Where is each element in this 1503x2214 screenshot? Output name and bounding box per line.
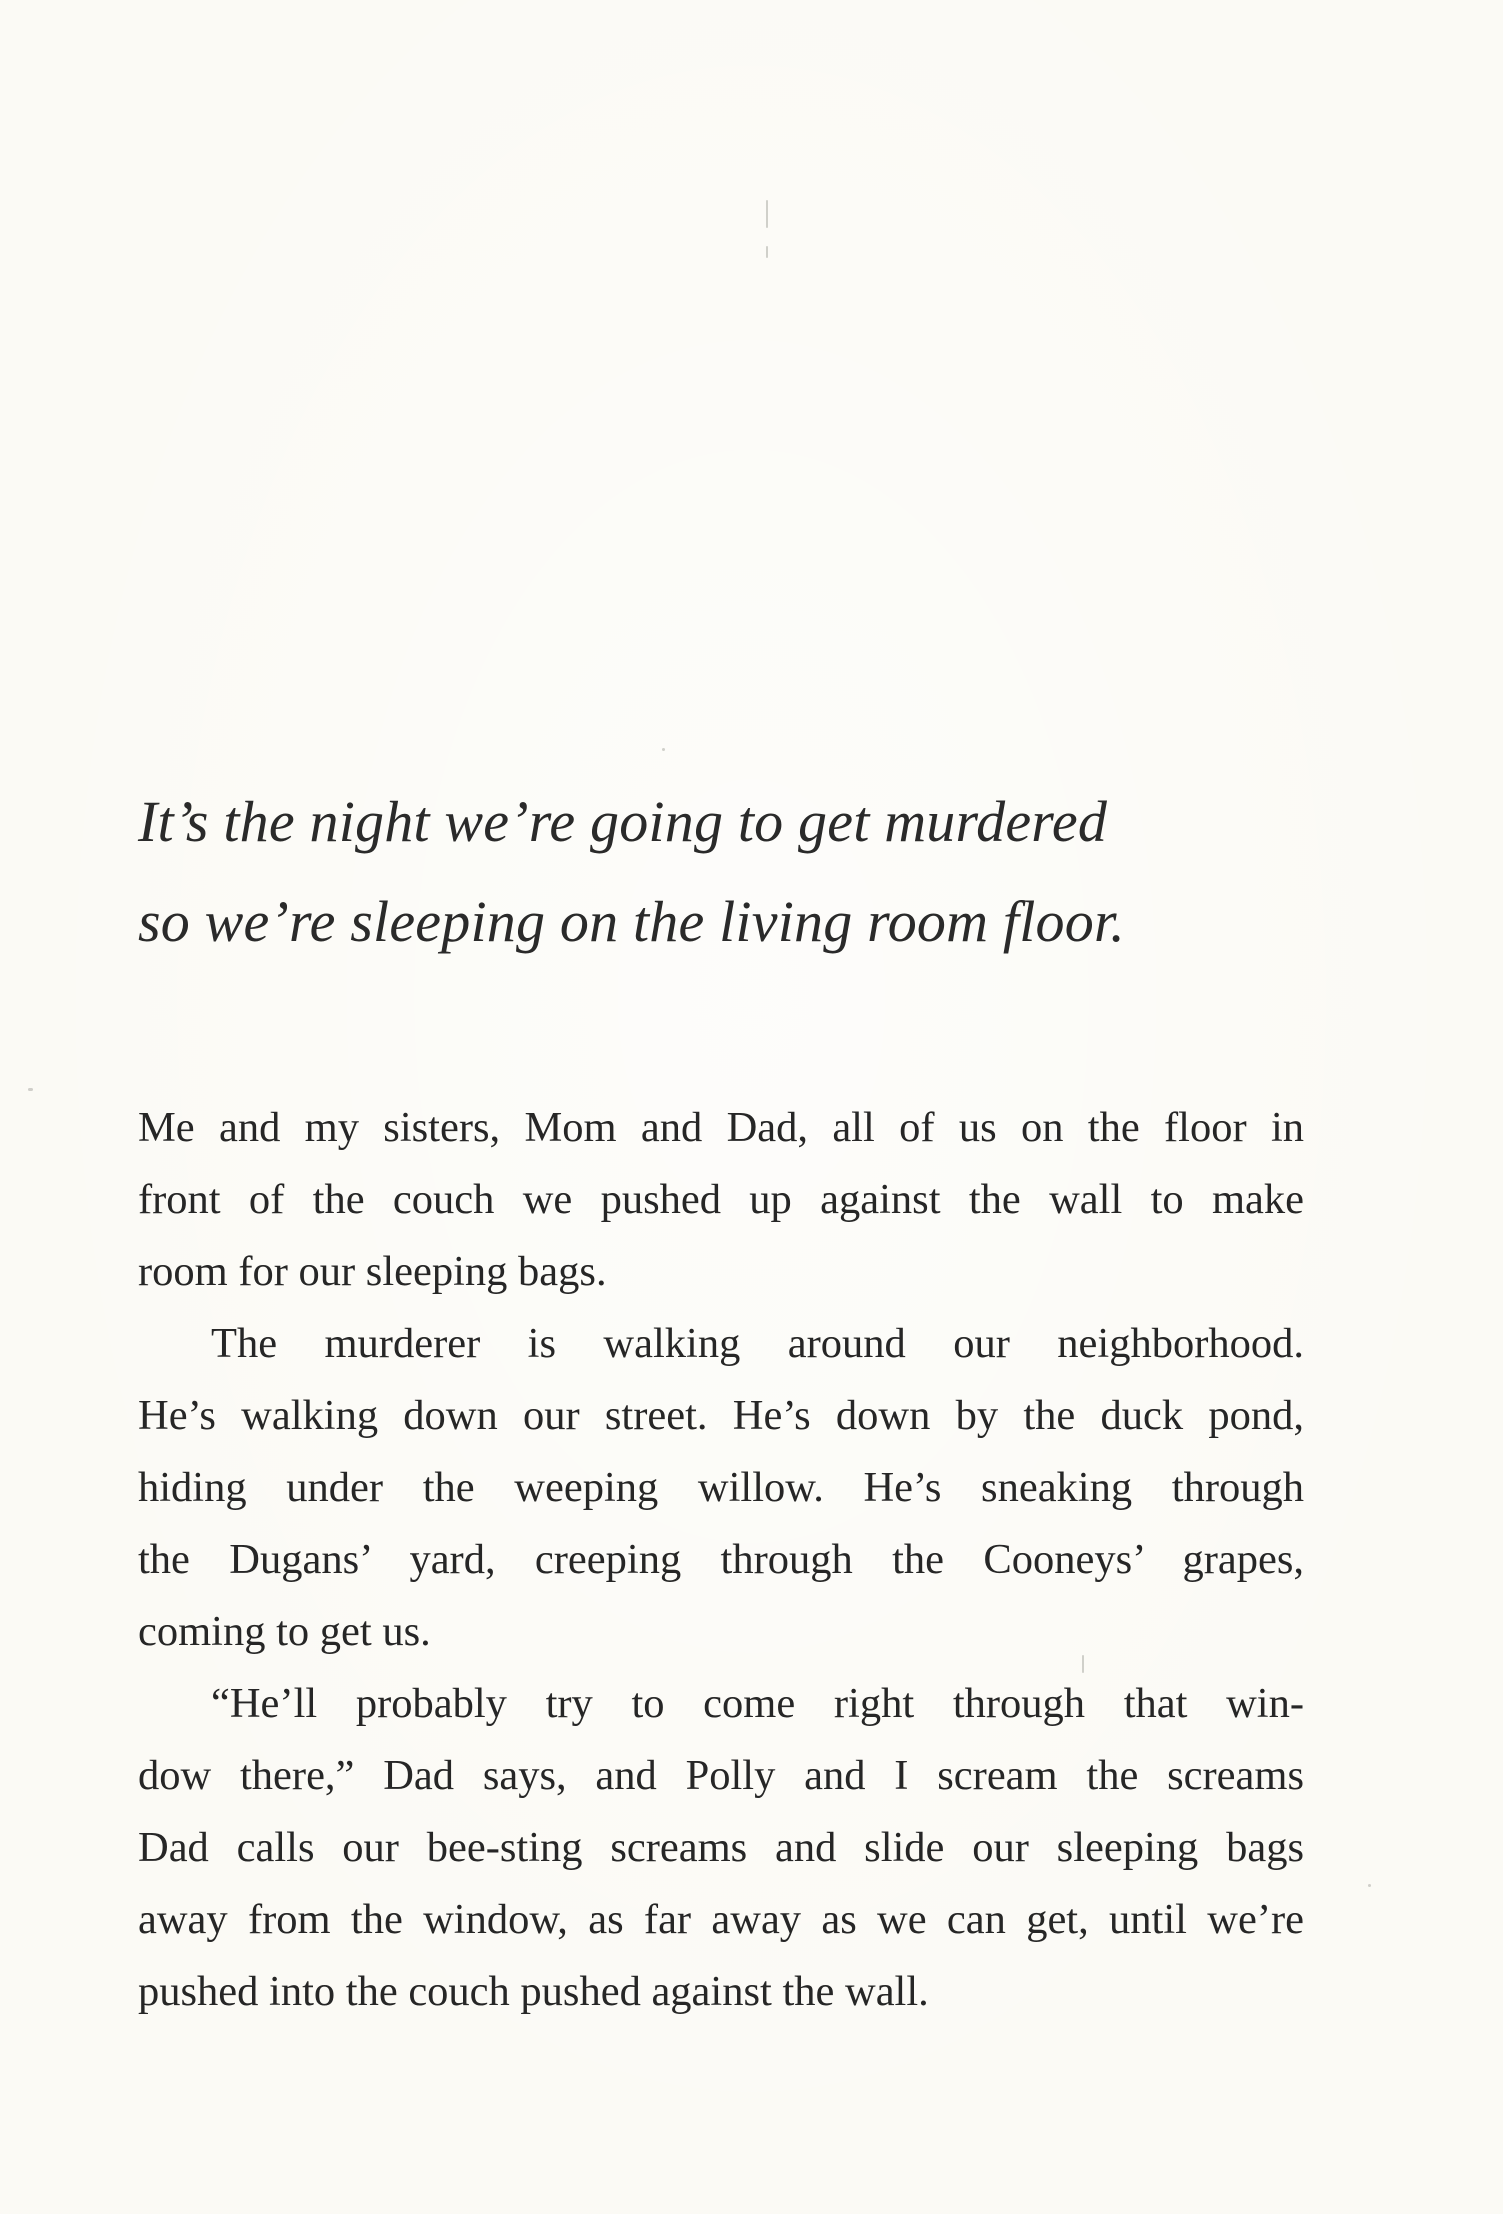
paragraph xyxy=(138,1668,1304,2028)
text-line: Me and my sisters, Mom and Dad, all of us on the floor in xyxy=(138,1104,1304,1151)
text-line: Dad calls our bee-sting screams and slide our sleeping bags xyxy=(138,1824,1304,1871)
text-line: away from the window, as far away as we can get, until we’re xyxy=(138,1896,1304,1943)
text-line: dow there,” Dad says, and Polly and I scream the screams xyxy=(138,1752,1304,1799)
text-line: pushed into the couch pushed against the wall. xyxy=(138,1968,929,2015)
chapter-epigraph xyxy=(138,772,1318,972)
text-line: the Dugans’ yard, creeping through the Cooneys’ grapes, xyxy=(138,1536,1304,1583)
text-line: coming to get us. xyxy=(138,1608,431,1655)
body-text xyxy=(138,1092,1304,2028)
scan-speck xyxy=(766,246,768,258)
paragraph xyxy=(138,1308,1304,1668)
scan-speck xyxy=(662,748,665,751)
paragraph xyxy=(138,1092,1304,1308)
scan-speck xyxy=(766,200,768,228)
text-line: The murderer is walking around our neighborhood. xyxy=(211,1320,1304,1367)
epigraph-line: so we’re sleeping on the living room floor. xyxy=(138,889,1125,954)
scan-speck xyxy=(28,1088,33,1091)
text-line: “He’ll probably try to come right through that win- xyxy=(211,1680,1304,1727)
scan-speck xyxy=(1368,1884,1371,1887)
text-line: hiding under the weeping willow. He’s sneaking through xyxy=(138,1464,1304,1511)
epigraph-line: It’s the night we’re going to get murdered xyxy=(138,789,1108,854)
text-line: front of the couch we pushed up against the wall to make xyxy=(138,1176,1304,1223)
text-line: room for our sleeping bags. xyxy=(138,1248,607,1295)
text-line: He’s walking down our street. He’s down by the duck pond, xyxy=(138,1392,1304,1439)
